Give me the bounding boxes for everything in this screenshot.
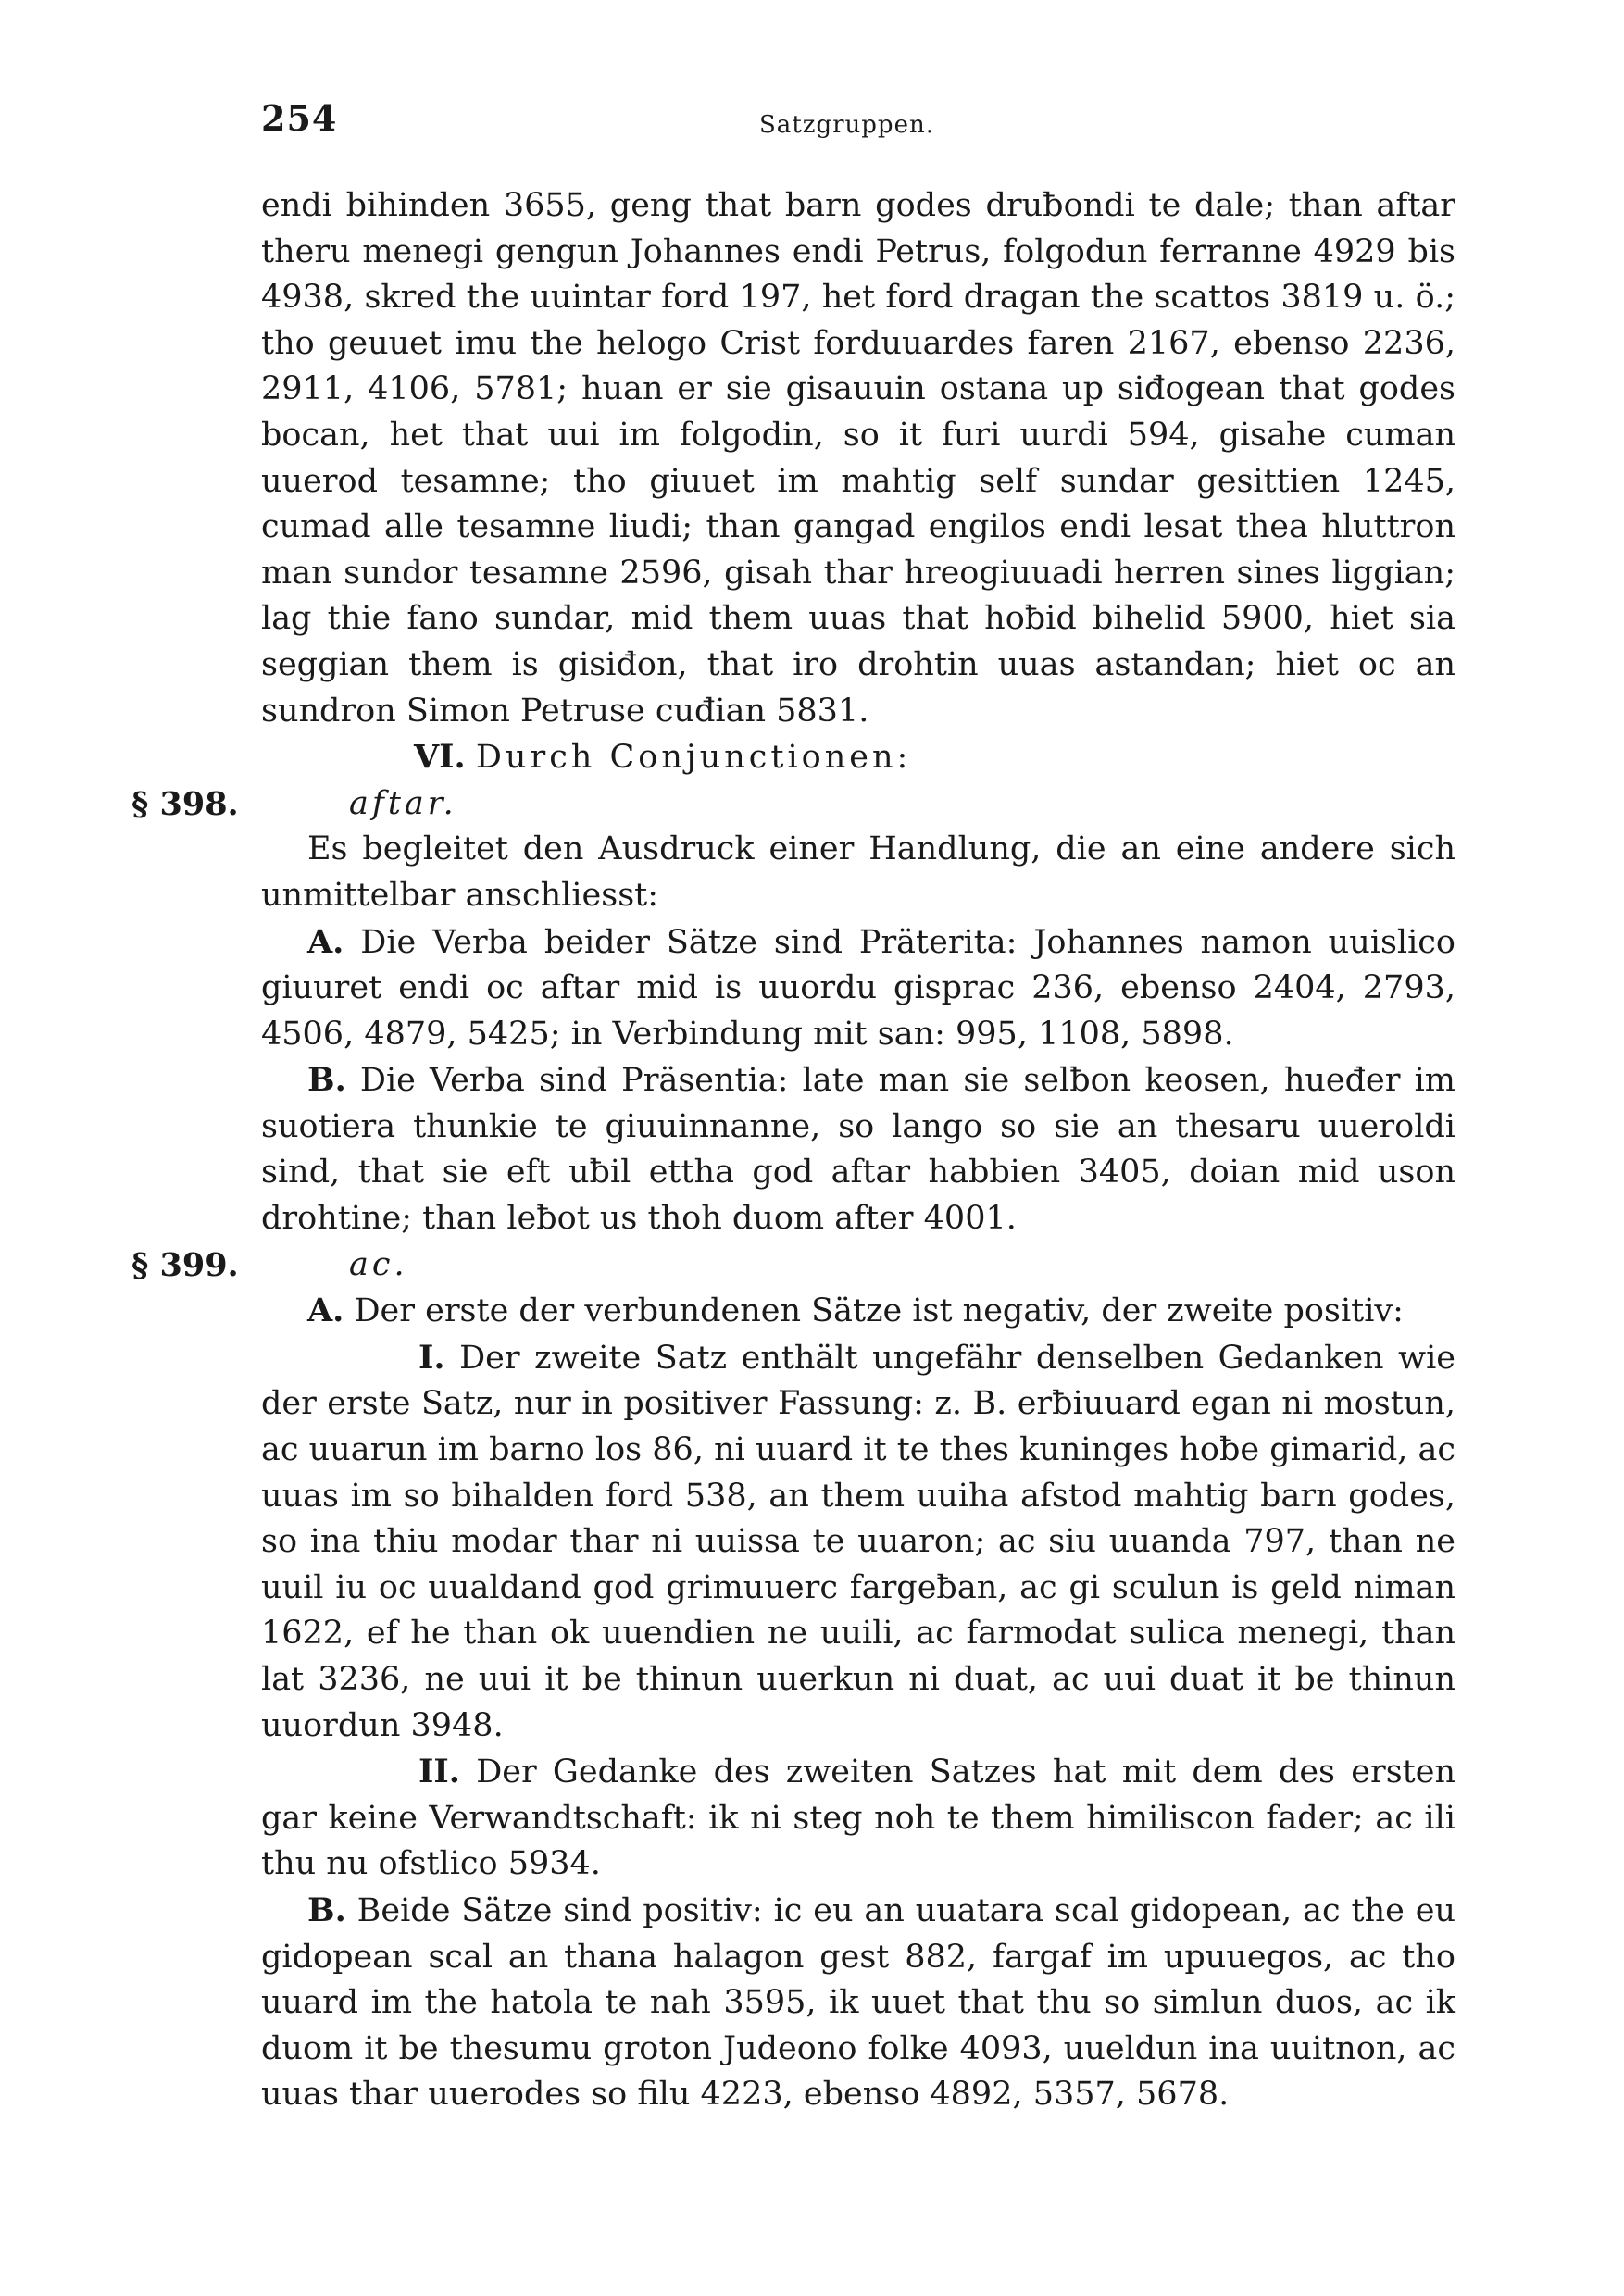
running-head: Satzgruppen.	[759, 111, 934, 139]
paragraph-continuation: endi bihinden 3655, geng that barn godes druƀondi te dale; than aftar theru menegi gengun Johannes endi Petrus, folgodun ferranne 4929 bis 4938, skred the uuintar ford 197, het ford dragan the scattos 3819 u. ö.; tho geuuet imu the helogo Crist forduuardes faren 2167, ebenso 2236, 2911, 4106, 5781; huan er sie gisauuin ostana up siđogean that godes bocan, het that uui im folgodin, so it furi uurdi 594, gisahe cuman uuerod tesamne; tho giuuet im mahtig self sundar gesittien 1245, cumad alle tesamne liudi; than gangad engilos endi lesat thea hluttron man sundor tesamne 2596, gisah thar hreogiuuadi herren sines liggian; lag thie fano sundar, mid them uuas that hoƀid bihelid 5900, hiet sia seggian them is gisiđon, that iro drohtin uuas astandan; hiet oc an sundron Simon Petruse cuđian 5831.	[261, 187, 1455, 730]
text-398-a: Die Verba beider Sätze sind Präterita: Johannes namon uuislico giuuret endi oc aftar mid is uuordu gisprac 236, ebenso 2404, 2793, 4506, 4879, 5425; in Verbindung mit san: 995, 1108, 5898.	[261, 923, 1455, 1053]
text-399-a: Der erste der verbundenen Sätze ist negativ, der zweite positiv:	[354, 1292, 1404, 1330]
text-398-b: Die Verba sind Präsentia: late man sie selƀon keosen, hueđer im suotiera thunkie te giuuinnanne, so lango so sie an thesaru uueroldi sind, that sie eft uƀil ettha god aftar habbien 3405, doian mid uson drohtine; than leƀot us thoh duom after 4001.	[261, 1062, 1455, 1238]
section-399	[131, 1242, 1455, 1289]
body-text	[131, 183, 1455, 2118]
heading-number: VI.	[414, 738, 466, 777]
section-word-399: ac.	[349, 1245, 408, 1283]
paragraph-398-b	[261, 1057, 1455, 1242]
label-399-a-i: I.	[418, 1338, 445, 1377]
text-399-a-i: Der zweite Satz enthält ungefähr denselben Gedanken wie der erste Satz, nur in positiver Fassung: z. B. erƀiuuard egan ni mostun, ac uuarun im barno los 86, ni uuard it te thes kuninges hoƀe gimarid, ac uuas im so bihalden ford 538, an them uuiha afstod mahtig barn godes, so ina thiu modar thar ni uuissa te uuaron; ac siu uuanda 797, than ne uuil iu oc uualdand god grimuuerc fargeƀan, ac gi sculun is geld niman 1622, ef he than ok uuendien ne uuili, ac farmodat sulica menegi, than lat 3236, ne uui it be thinun uuerkun ni duat, ac uui duat it be thinun uuordun 3948.	[261, 1339, 1455, 1744]
label-398-b: B.	[307, 1061, 346, 1100]
section-heading-vi	[261, 734, 1455, 781]
label-399-a-ii: II.	[418, 1753, 460, 1791]
label-399-a: A.	[307, 1292, 344, 1330]
paragraph-399-a-i	[261, 1335, 1455, 1749]
text-399-a-ii: Der Gedanke des zweiten Satzes hat mit dem des ersten gar keine Verwandtschaft: ik ni steg noh te them himiliscon fader; ac ili thu nu ofstlico 5934.	[261, 1753, 1455, 1883]
section-word-398: aftar.	[349, 784, 457, 822]
section-marker-399: § 399.	[131, 1245, 239, 1284]
paragraph-398-intro: Es begleitet den Ausdruck einer Handlung, die an eine andere sich unmittelbar anschliesst:	[261, 830, 1455, 914]
paragraph-398-a	[261, 919, 1455, 1058]
label-398-a: A.	[307, 922, 344, 961]
text-399-b: Beide Sätze sind positiv: ic eu an uuatara scal gidopean, ac the eu gidopean scal an thana halagon gest 882, fargaf im upuuegos, ac tho uuard im the hatola te nah 3595, ik uuet that thu so simlun duos, ac ik duom it be thesumu groton Judeono folke 4093, uueldun ina uuitnon, ac uuas thar uuerodes so filu 4223, ebenso 4892, 5357, 5678.	[261, 1891, 1455, 2114]
paragraph-399-a	[261, 1288, 1455, 1335]
page-number: 254	[261, 97, 338, 139]
heading-title: Durch Conjunctionen:	[475, 739, 912, 777]
label-399-b: B.	[307, 1890, 346, 1929]
section-marker-398: § 398.	[131, 784, 239, 823]
paragraph-399-b	[261, 1888, 1455, 2118]
section-398	[131, 781, 1455, 828]
paragraph-399-a-ii	[261, 1749, 1455, 1888]
